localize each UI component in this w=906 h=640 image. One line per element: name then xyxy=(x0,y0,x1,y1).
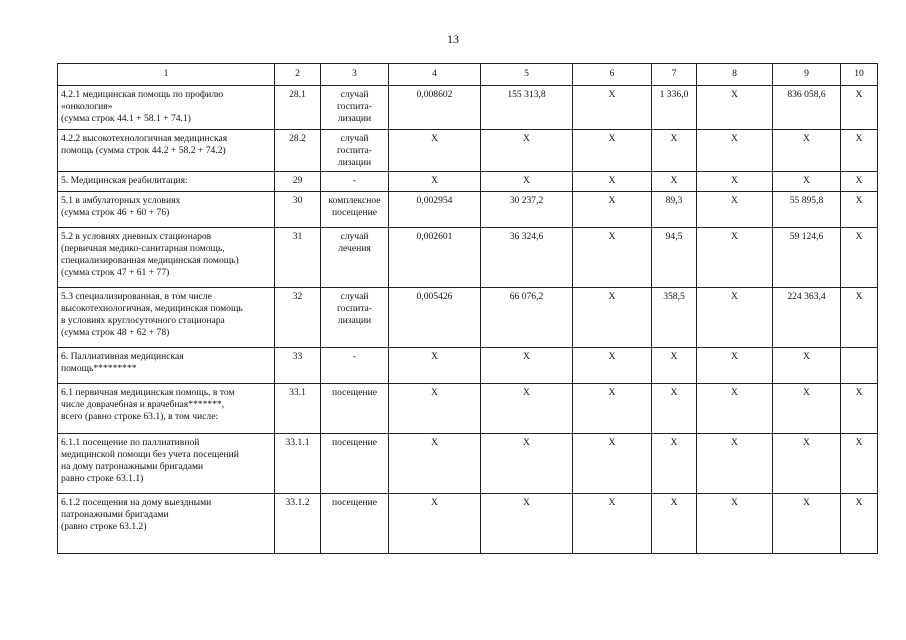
value-cell-c4: 0,008602 xyxy=(389,86,481,130)
row-code-cell: 33.1.2 xyxy=(275,494,321,554)
table-row xyxy=(58,384,878,434)
column-header: 1 xyxy=(58,64,275,86)
row-unit-line: - xyxy=(352,351,357,362)
row-unit-cell xyxy=(321,494,389,554)
value-cell-c5: X xyxy=(481,130,573,172)
value-cell-c6: X xyxy=(573,494,652,554)
value-cell-c5: 155 313,8 xyxy=(481,86,573,130)
row-unit-line: комплексное xyxy=(328,195,381,206)
row-code-cell: 30 xyxy=(275,192,321,228)
row-unit-line: госпита- xyxy=(336,303,373,314)
row-code-cell: 33 xyxy=(275,348,321,384)
value-cell-c9: X xyxy=(773,348,841,384)
value-cell-c9: X xyxy=(773,130,841,172)
row-unit-line: лизации xyxy=(337,113,372,124)
row-name-cell xyxy=(58,288,275,348)
value-cell-c6: X xyxy=(573,288,652,348)
row-unit-line: госпита- xyxy=(336,145,373,156)
value-cell-c7: X xyxy=(652,172,697,192)
table-row xyxy=(58,130,878,172)
value-cell-c10 xyxy=(841,348,878,384)
row-name-line: «онкология» xyxy=(61,101,113,112)
value-cell-c5: X xyxy=(481,384,573,434)
table-row xyxy=(58,86,878,130)
data-table xyxy=(57,63,878,554)
value-cell-c5: 30 237,2 xyxy=(481,192,573,228)
value-cell-c8: X xyxy=(697,494,773,554)
value-cell-c7: 89,3 xyxy=(652,192,697,228)
row-unit-cell xyxy=(321,86,389,130)
row-name-cell xyxy=(58,130,275,172)
column-header: 2 xyxy=(275,64,321,86)
value-cell-c7: 1 336,0 xyxy=(652,86,697,130)
row-unit-line: - xyxy=(352,175,357,186)
row-name-line: (сумма строк 48 + 62 + 78) xyxy=(61,327,170,338)
value-cell-c10: X xyxy=(841,172,878,192)
value-cell-c5: 66 076,2 xyxy=(481,288,573,348)
value-cell-c6: X xyxy=(573,192,652,228)
value-cell-c5: X xyxy=(481,494,573,554)
row-code-cell: 31 xyxy=(275,228,321,288)
value-cell-c4: X xyxy=(389,384,481,434)
value-cell-c9: X xyxy=(773,172,841,192)
row-unit-cell xyxy=(321,288,389,348)
row-code-cell: 33.1 xyxy=(275,384,321,434)
value-cell-c4: X xyxy=(389,434,481,494)
row-name-line: медицинской помощи без учета посещений xyxy=(61,449,239,460)
table-row xyxy=(58,192,878,228)
value-cell-c7: X xyxy=(652,494,697,554)
value-cell-c10: X xyxy=(841,130,878,172)
value-cell-c4: 0,002601 xyxy=(389,228,481,288)
row-name-cell xyxy=(58,228,275,288)
value-cell-c8: X xyxy=(697,384,773,434)
value-cell-c6: X xyxy=(573,130,652,172)
row-name-line: 5.1 в амбулаторных условиях xyxy=(61,195,181,206)
value-cell-c5: X xyxy=(481,434,573,494)
value-cell-c5: 36 324,6 xyxy=(481,228,573,288)
value-cell-c8: X xyxy=(697,86,773,130)
value-cell-c10: X xyxy=(841,86,878,130)
value-cell-c7: X xyxy=(652,130,697,172)
value-cell-c8: X xyxy=(697,434,773,494)
table-header-row xyxy=(58,64,878,86)
row-name-line: (равно строке 63.1.2) xyxy=(61,521,147,532)
value-cell-c4: X xyxy=(389,130,481,172)
column-header: 3 xyxy=(321,64,389,86)
row-name-line: 6.1.1 посещение по паллиативной xyxy=(61,437,200,448)
value-cell-c9: X xyxy=(773,494,841,554)
row-unit-line: госпита- xyxy=(336,101,373,112)
table-row xyxy=(58,434,878,494)
row-unit-cell xyxy=(321,130,389,172)
row-name-line: (сумма строк 46 + 60 + 76) xyxy=(61,207,170,218)
row-name-line: 6.1.2 посещения на дому выездными xyxy=(61,497,212,508)
row-name-line: на дому патронажными бригадами xyxy=(61,461,204,472)
value-cell-c6: X xyxy=(573,384,652,434)
row-unit-line: посещение xyxy=(332,497,377,508)
row-unit-cell xyxy=(321,228,389,288)
column-header: 10 xyxy=(841,64,878,86)
value-cell-c9: 55 895,8 xyxy=(773,192,841,228)
value-cell-c6: X xyxy=(573,434,652,494)
value-cell-c8: X xyxy=(697,288,773,348)
value-cell-c8: X xyxy=(697,348,773,384)
row-unit-line: случай xyxy=(340,231,369,242)
row-name-line: патронажными бригадами xyxy=(61,509,169,520)
row-unit-line: посещение xyxy=(332,437,377,448)
row-name-line: 6.1 первичная медицинская помощь, в том xyxy=(61,387,235,398)
row-code-cell: 33.1.1 xyxy=(275,434,321,494)
value-cell-c7: X xyxy=(652,348,697,384)
table-row xyxy=(58,348,878,384)
row-code-cell: 28.1 xyxy=(275,86,321,130)
table-body xyxy=(58,86,878,554)
row-name-line: 5.2 в условиях дневных стационаров xyxy=(61,231,212,242)
page-number: 13 xyxy=(447,32,459,46)
row-name-line: числе доврачебная и врачебная*******, xyxy=(61,399,225,410)
value-cell-c8: X xyxy=(697,172,773,192)
value-cell-c6: X xyxy=(573,228,652,288)
row-unit-cell xyxy=(321,172,389,192)
table-row xyxy=(58,288,878,348)
value-cell-c5: X xyxy=(481,348,573,384)
row-name-line: всего (равно строке 63.1), в том числе: xyxy=(61,411,219,422)
value-cell-c6: X xyxy=(573,348,652,384)
row-name-cell xyxy=(58,172,275,192)
value-cell-c8: X xyxy=(697,192,773,228)
value-cell-c9: X xyxy=(773,384,841,434)
table-row xyxy=(58,494,878,554)
value-cell-c8: X xyxy=(697,228,773,288)
value-cell-c10: X xyxy=(841,434,878,494)
row-unit-line: случай xyxy=(340,133,369,144)
value-cell-c4: 0,002954 xyxy=(389,192,481,228)
row-code-cell: 29 xyxy=(275,172,321,192)
row-name-line: 5. Медицинская реабилитация: xyxy=(61,175,188,186)
value-cell-c9: 59 124,6 xyxy=(773,228,841,288)
row-code-cell: 32 xyxy=(275,288,321,348)
row-code-cell: 28.2 xyxy=(275,130,321,172)
row-name-line: 4.2.2 высокотехнологичная медицинская xyxy=(61,133,228,144)
row-unit-line: лечения xyxy=(338,243,371,254)
row-name-line: 4.2.1 медицинская помощь по профилю xyxy=(61,89,224,100)
row-name-cell xyxy=(58,494,275,554)
row-name-line: 6. Паллиативная медицинская xyxy=(61,351,184,362)
row-unit-line: посещение xyxy=(332,207,377,218)
value-cell-c7: X xyxy=(652,384,697,434)
value-cell-c4: X xyxy=(389,494,481,554)
value-cell-c10: X xyxy=(841,494,878,554)
row-name-cell xyxy=(58,434,275,494)
value-cell-c10: X xyxy=(841,288,878,348)
value-cell-c9: 224 363,4 xyxy=(773,288,841,348)
column-header: 9 xyxy=(773,64,841,86)
row-name-cell xyxy=(58,348,275,384)
row-unit-line: лизации xyxy=(337,157,372,168)
column-header: 5 xyxy=(481,64,573,86)
row-name-line: помощь********* xyxy=(61,363,137,374)
row-name-line: (первичная медико-санитарная помощь, xyxy=(61,243,225,254)
row-name-cell xyxy=(58,384,275,434)
row-unit-cell xyxy=(321,434,389,494)
value-cell-c9: X xyxy=(773,434,841,494)
row-name-line: помощь (сумма строк 44.2 + 58.2 + 74.2) xyxy=(61,145,226,156)
value-cell-c6: X xyxy=(573,86,652,130)
value-cell-c5: X xyxy=(481,172,573,192)
column-header: 6 xyxy=(573,64,652,86)
value-cell-c4: X xyxy=(389,172,481,192)
column-header: 8 xyxy=(697,64,773,86)
value-cell-c10: X xyxy=(841,384,878,434)
value-cell-c7: 358,5 xyxy=(652,288,697,348)
row-name-cell xyxy=(58,192,275,228)
row-unit-line: случай xyxy=(340,291,369,302)
value-cell-c8: X xyxy=(697,130,773,172)
value-cell-c10: X xyxy=(841,228,878,288)
table-row xyxy=(58,228,878,288)
table-row xyxy=(58,172,878,192)
row-unit-line: случай xyxy=(340,89,369,100)
row-unit-line: лизации xyxy=(337,315,372,326)
row-name-line: равно строке 63.1.1) xyxy=(61,473,144,484)
row-unit-cell xyxy=(321,192,389,228)
value-cell-c9: 836 058,6 xyxy=(773,86,841,130)
row-name-line: 5.3 специализированная, в том числе xyxy=(61,291,212,302)
row-name-line: (сумма строк 47 + 61 + 77) xyxy=(61,267,170,278)
row-unit-cell xyxy=(321,348,389,384)
row-name-cell xyxy=(58,86,275,130)
column-header: 4 xyxy=(389,64,481,86)
value-cell-c10: X xyxy=(841,192,878,228)
row-name-line: специализированная медицинская помощь) xyxy=(61,255,239,266)
row-name-line: (сумма строк 44.1 + 58.1 + 74.1) xyxy=(61,113,191,124)
value-cell-c4: 0,005426 xyxy=(389,288,481,348)
value-cell-c7: X xyxy=(652,434,697,494)
column-header: 7 xyxy=(652,64,697,86)
row-unit-cell xyxy=(321,384,389,434)
value-cell-c7: 94,5 xyxy=(652,228,697,288)
row-unit-line: посещение xyxy=(332,387,377,398)
row-name-line: в условиях круглосуточного стационара xyxy=(61,315,225,326)
row-name-line: высокотехнологичная, медицинская помощь xyxy=(61,303,243,314)
value-cell-c6: X xyxy=(573,172,652,192)
value-cell-c4: X xyxy=(389,348,481,384)
